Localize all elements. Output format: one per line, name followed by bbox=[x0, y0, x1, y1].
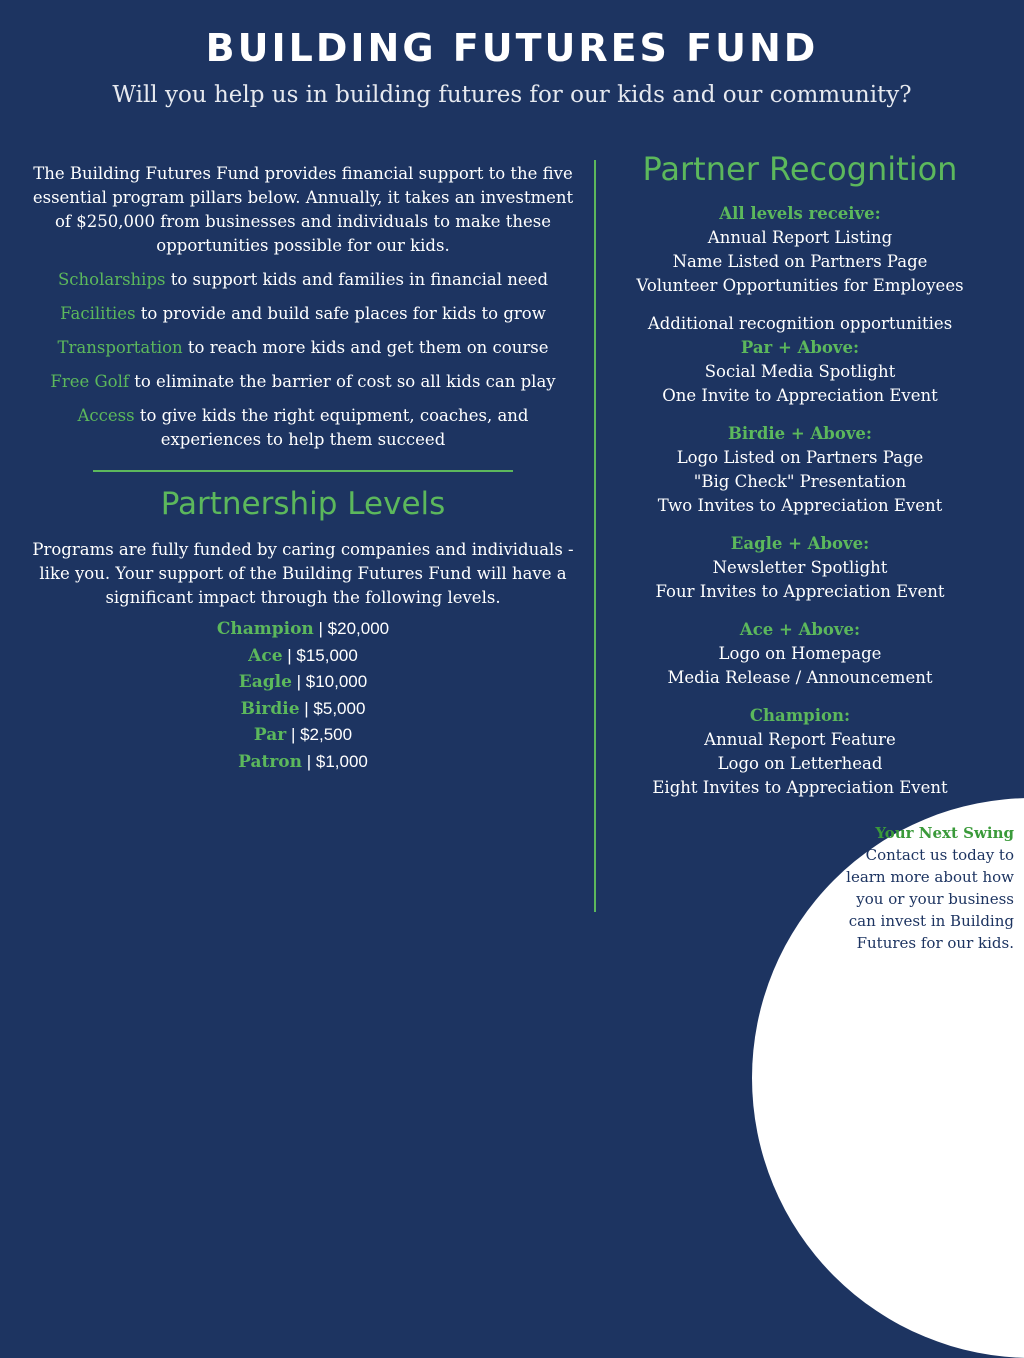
column-divider bbox=[594, 160, 596, 912]
level-amount: | $10,000 bbox=[291, 672, 368, 691]
benefit-item: Newsletter Spotlight bbox=[712, 558, 888, 577]
group-ace bbox=[600, 618, 1000, 690]
benefit-item: Four Invites to Appreciation Event bbox=[655, 582, 945, 601]
benefit-item: Logo on Homepage bbox=[718, 644, 882, 663]
group-heading: Ace + Above: bbox=[739, 620, 861, 639]
level-amount: | $5,000 bbox=[299, 698, 366, 718]
level-amount: | $20,000 bbox=[313, 619, 390, 638]
partnership-intro: Programs are fully funded by caring companies and individuals - like you. Your support of the Building Futures Fund will have a significant impact through the following levels. bbox=[32, 540, 574, 607]
benefit-item: Social Media Spotlight bbox=[704, 362, 896, 381]
pillar-name: Access bbox=[77, 406, 135, 425]
pillar-facilities bbox=[28, 302, 578, 326]
next-swing-line: you or your business bbox=[856, 890, 1014, 908]
additional-opportunities: Additional recognition opportunities bbox=[647, 314, 953, 333]
benefit-item: Annual Report Listing bbox=[707, 228, 893, 247]
pillar-text: to reach more kids and get them on course bbox=[182, 338, 549, 357]
level-par bbox=[28, 722, 578, 749]
group-heading: Birdie + Above: bbox=[727, 424, 873, 443]
pillar-transportation bbox=[28, 336, 578, 360]
benefit-item: Two Invites to Appreciation Event bbox=[657, 496, 943, 515]
section-divider bbox=[93, 470, 513, 472]
level-name: Patron bbox=[238, 751, 302, 772]
group-heading: Par + Above: bbox=[740, 338, 860, 357]
right-column bbox=[600, 148, 1000, 814]
left-column bbox=[28, 162, 578, 775]
level-birdie bbox=[28, 696, 578, 723]
level-name: Birdie bbox=[240, 698, 300, 719]
pillar-name: Free Golf bbox=[50, 372, 129, 391]
partnership-heading: Partnership Levels bbox=[160, 486, 446, 522]
pillar-name: Scholarships bbox=[57, 270, 166, 289]
pillar-access bbox=[28, 404, 578, 452]
level-amount: | $2,500 bbox=[286, 725, 353, 744]
level-amount: | $15,000 bbox=[282, 645, 358, 665]
level-name: Par bbox=[253, 725, 287, 745]
next-swing-callout bbox=[794, 822, 1014, 954]
group-heading: Champion: bbox=[749, 706, 851, 725]
group-par bbox=[600, 312, 1000, 408]
next-swing-line: Futures for our kids. bbox=[856, 934, 1014, 952]
group-birdie bbox=[600, 422, 1000, 518]
benefit-item: Volunteer Opportunities for Employees bbox=[636, 276, 964, 295]
benefit-item: "Big Check" Presentation bbox=[693, 472, 907, 491]
benefit-item: Eight Invites to Appreciation Event bbox=[652, 778, 948, 797]
page-subtitle: Will you help us in building futures for our kids and our community? bbox=[112, 82, 912, 108]
next-swing-line: Contact us today to bbox=[865, 846, 1014, 864]
benefit-item: Logo on Letterhead bbox=[717, 754, 883, 773]
benefit-item: One Invite to Appreciation Event bbox=[662, 386, 938, 405]
next-swing-heading: Your Next Swing bbox=[875, 824, 1014, 842]
benefit-item: Name Listed on Partners Page bbox=[672, 252, 928, 271]
pillar-text: to eliminate the barrier of cost so all kids can play bbox=[129, 372, 556, 391]
pillar-text: to provide and build safe places for kids to grow bbox=[135, 304, 546, 323]
benefit-item: Media Release / Announcement bbox=[667, 668, 933, 687]
group-heading: Eagle + Above: bbox=[730, 534, 870, 553]
benefit-item: Logo Listed on Partners Page bbox=[676, 448, 924, 467]
pillar-text: to support kids and families in financial need bbox=[165, 270, 549, 289]
level-name: Champion bbox=[216, 619, 314, 639]
pillar-scholarships bbox=[28, 268, 578, 292]
level-name: Eagle bbox=[238, 672, 292, 692]
recognition-heading: Partner Recognition bbox=[642, 150, 958, 188]
level-champion bbox=[28, 616, 578, 643]
level-eagle bbox=[28, 669, 578, 696]
intro-paragraph: The Building Futures Fund provides financial support to the five essential program pillars below. Annually, it takes an investment of $250,000 from businesses and individuals to make these opportunities possible for our kids. bbox=[32, 164, 574, 255]
next-swing-line: can invest in Building bbox=[848, 912, 1014, 930]
group-champion bbox=[600, 704, 1000, 800]
pillar-free-golf bbox=[28, 370, 578, 394]
group-eagle bbox=[600, 532, 1000, 604]
level-name: Ace bbox=[248, 645, 283, 666]
group-heading: All levels receive: bbox=[719, 204, 881, 223]
level-ace bbox=[28, 643, 578, 670]
pillar-name: Transportation bbox=[57, 338, 183, 357]
next-swing-line: learn more about how bbox=[846, 868, 1014, 886]
level-amount: | $1,000 bbox=[302, 751, 368, 771]
pillar-name: Facilities bbox=[60, 304, 136, 323]
benefit-item: Annual Report Feature bbox=[704, 730, 896, 749]
page-title: BUILDING FUTURES FUND bbox=[205, 26, 819, 70]
level-patron bbox=[28, 749, 578, 776]
group-all-levels bbox=[600, 202, 1000, 298]
pillar-text: to give kids the right equipment, coaches, and experiences to help them succeed bbox=[134, 406, 529, 449]
